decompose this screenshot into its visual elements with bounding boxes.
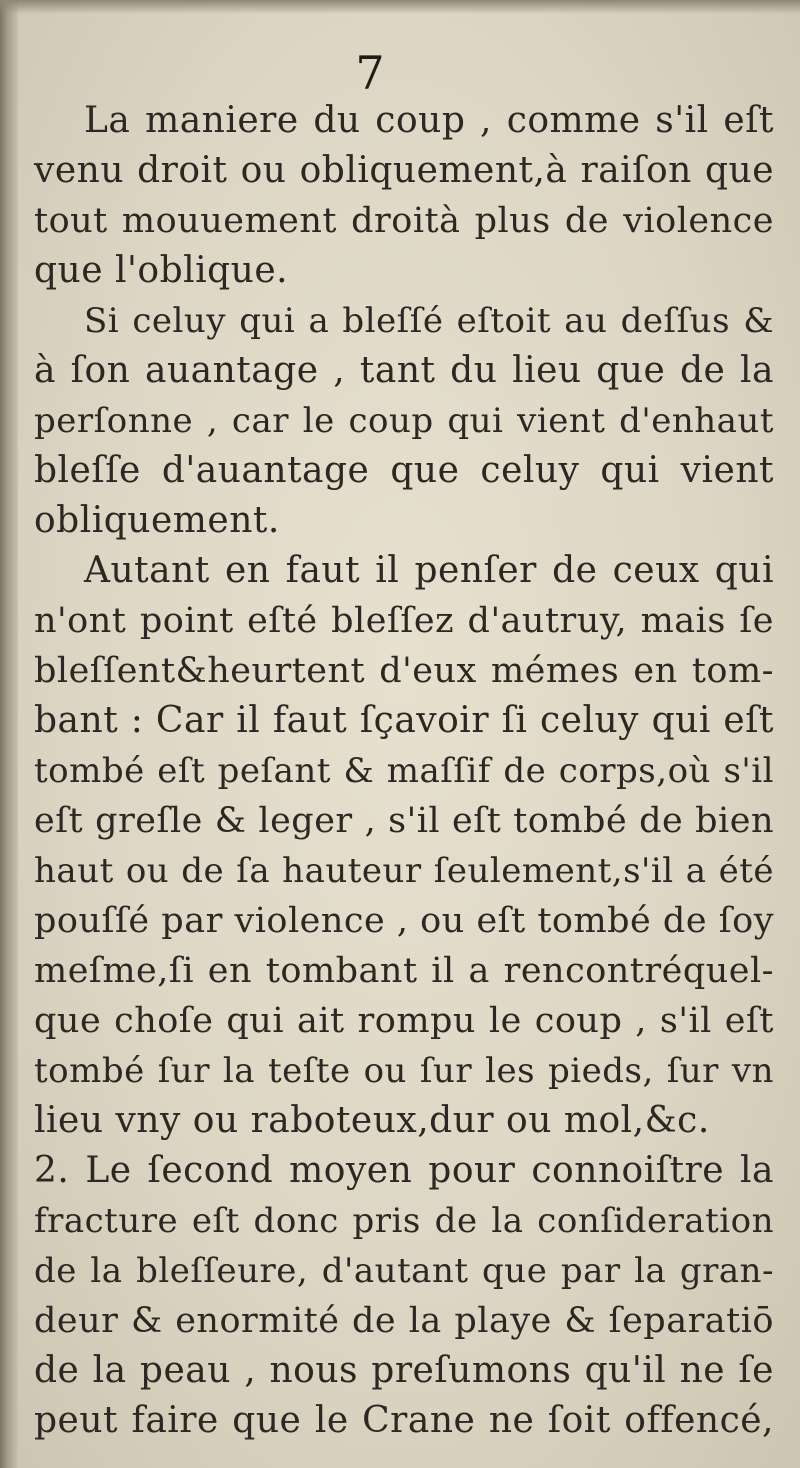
text-line: haut ou de ſa hauteur ſeulement,s'il a été	[34, 851, 774, 891]
page-binding-edge	[0, 0, 18, 1468]
text-line: bleſſent&heurtent d'eux mémes en tom-	[34, 651, 774, 691]
text-line: meſme,ſi en tombant il a rencontréquel-	[34, 951, 774, 991]
text-line: tombé eſt peſant & maſſif de corps,où s'il	[34, 751, 774, 791]
text-line: que choſe qui ait rompu le coup , s'il eſt	[34, 1001, 774, 1041]
text-line: que l'oblique.	[34, 250, 289, 291]
text-line: peut faire que le Crane ne ſoit offencé,	[34, 1400, 774, 1441]
page-number: 7	[355, 46, 385, 100]
text-line: tombé ſur la teſte ou ſur les pieds, ſur vn	[34, 1051, 774, 1091]
text-line: de la bleſſeure, d'autant que par la gran-	[34, 1251, 774, 1291]
text-line: La maniere du coup , comme s'il eſt	[84, 100, 774, 141]
text-line: lieu vny ou raboteux,dur ou mol,&c.	[34, 1100, 710, 1141]
text-line: n'ont point eſté bleſſez d'autruy, mais ſe	[34, 601, 774, 641]
text-line: bleſſe d'auantage que celuy qui vient	[34, 450, 774, 491]
text-line: fracture eſt donc pris de la conſideration	[34, 1201, 774, 1241]
text-line: de la peau , nous preſumons qu'il ne ſe	[34, 1350, 774, 1391]
body-text	[34, 96, 774, 1446]
text-line: bant : Car il faut ſçavoir ſi celuy qui eſt	[34, 700, 774, 741]
text-line: perſonne , car le coup qui vient d'enhaut	[34, 401, 774, 441]
text-line: 2. Le ſecond moyen pour connoiſtre la	[34, 1150, 774, 1191]
text-line: obliquement.	[34, 500, 280, 541]
text-line: à ſon auantage , tant du lieu que de la	[34, 350, 774, 391]
text-line: tout mouuement droità plus de violence	[34, 201, 774, 241]
text-line: Si celuy qui a bleſſé eſtoit au deſſus &	[84, 301, 774, 341]
text-line: venu droit ou obliquement,à raiſon que	[34, 150, 774, 191]
text-line: eſt greſle & leger , s'il eſt tombé de bien	[34, 801, 774, 841]
text-line: Autant en faut il penſer de ceux qui	[84, 550, 774, 591]
text-line: deur & enormité de la playe & ſeparatiō	[34, 1301, 774, 1341]
text-line: pouſſé par violence , ou eſt tombé de ſoy	[34, 901, 774, 941]
page-top-shadow	[0, 0, 800, 14]
